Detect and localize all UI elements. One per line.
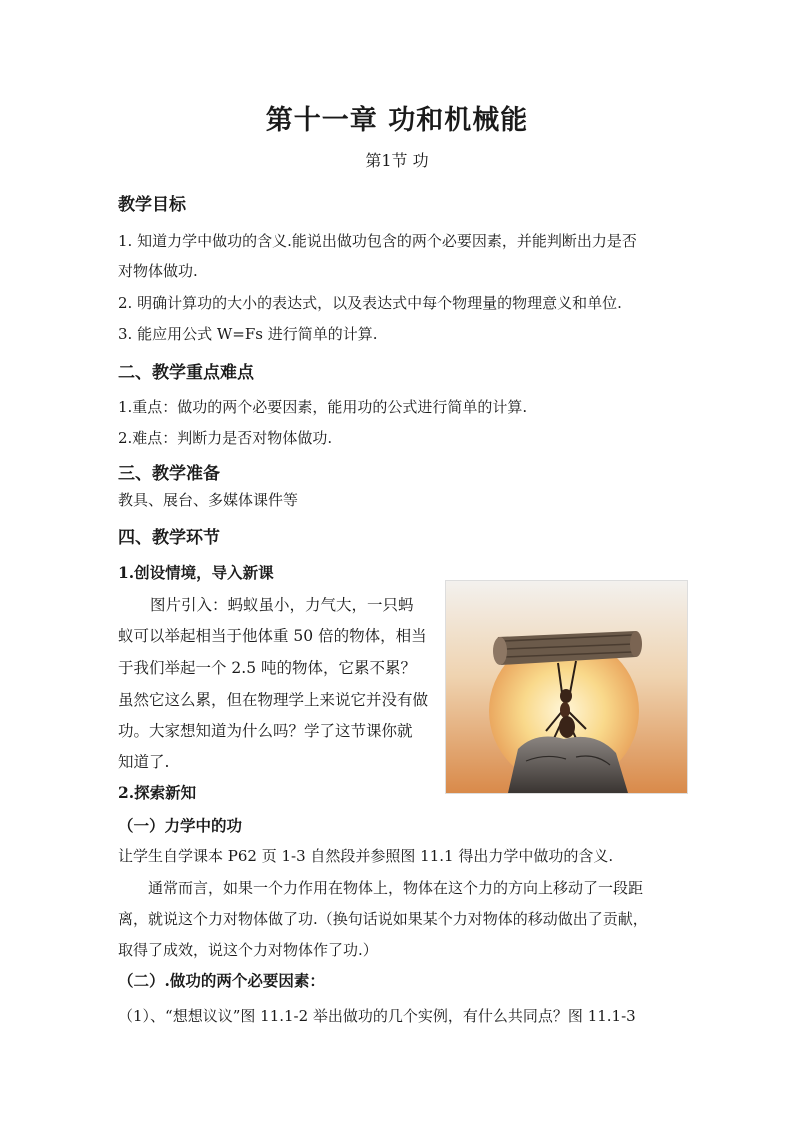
ant-photo-illustration [446,581,687,793]
goals-heading: 教学目标 [118,195,186,215]
goal-1b: 对物体做功. [118,262,198,280]
sub1-heading: （一）力学中的功 [118,816,243,835]
prep-text: 教具、展台、多媒体课件等 [118,491,299,509]
intro-line-5: 功。大家想知道为什么吗？学了这节课你就 [118,722,413,740]
goal-3: 3. 能应用公式 W=Fs 进行简单的计算. [118,325,378,343]
key-heading: 二、教学重点难点 [118,363,254,383]
intro-line-3: 于我们举起一个 2.5 吨的物体，它累不累？ [118,659,417,677]
definition-line-1: 通常而言，如果一个力作用在物体上，物体在这个力的方向上移动了一段距 [148,879,644,897]
sub2-heading: （二）.做功的两个必要因素： [118,971,325,990]
definition-line-3: 取得了成效，说这个力对物体作了功.） [118,941,378,959]
sub1-text: 让学生自学课本 P62 页 1-3 自然段并参照图 11.1 得出力学中做功的含义. [118,847,614,865]
intro-line-2: 蚁可以举起相当于他体重 50 倍的物体，相当 [118,627,427,645]
ant-lifting-log-photo [445,580,688,794]
prep-heading: 三、教学准备 [118,464,220,484]
last-line: （1）、“想想议议”图 11.1-2 举出做功的几个实例，有什么共同点？图 11.1-3 [118,1007,636,1025]
section-subtitle: 第1节 功 [365,151,429,170]
intro-line-4: 虽然它这么累，但在物理学上来说它并没有做 [118,691,429,709]
steps-heading: 四、教学环节 [118,528,220,548]
key-point-1: 1.重点：做功的两个必要因素，能用功的公式进行简单的计算. [118,398,528,416]
intro-line-1: 图片引入：蚂蚁虽小，力气大，一只蚂 [150,596,414,614]
goal-1a: 1. 知道力学中做功的含义.能说出做功包含的两个必要因素，并能判断出力是否 [118,232,637,250]
chapter-title: 第十一章 功和机械能 [265,105,529,136]
goal-2: 2. 明确计算功的大小的表达式，以及表达式中每个物理量的物理意义和单位. [118,294,622,312]
step2-heading: 2.探索新知 [118,783,197,802]
definition-line-2: 离，就说这个力对物体做了功.（换句话说如果某个力对物体的移动做出了贡献， [118,910,648,928]
key-point-2: 2.难点：判断力是否对物体做功. [118,429,333,447]
intro-line-6: 知道了. [118,753,170,771]
step1-heading: 1.创设情境，导入新课 [118,563,274,582]
